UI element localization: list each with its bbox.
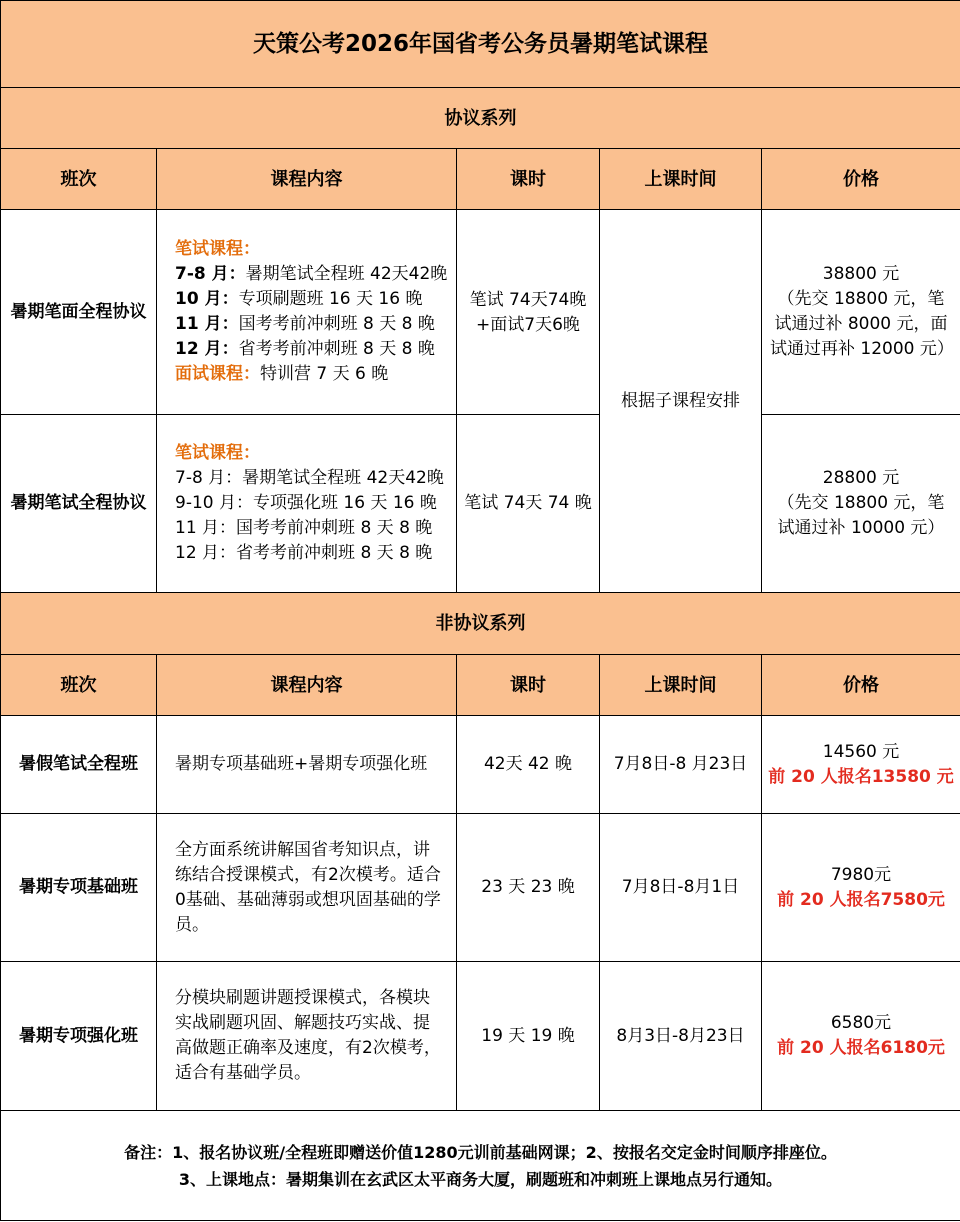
section-title-agreement: 协议系列 [1, 88, 960, 149]
table-row [1, 716, 960, 814]
header-time: 上课时间 [600, 149, 762, 210]
header-class: 班次 [1, 655, 157, 716]
notes [1, 1111, 960, 1221]
price: 7980元 [830, 864, 892, 885]
course-content: 暑期专项基础班+暑期专项强化班 [157, 716, 457, 814]
table-row [1, 814, 960, 962]
early-bird-price: 前 20 人报名7580元 [777, 889, 945, 910]
class-time: 根据子课程安排 [600, 210, 762, 593]
header-class: 班次 [1, 149, 157, 210]
course-line: 12 月：省考考前冲刺班 8 天 8 晚 [175, 339, 435, 359]
class-name: 暑假笔试全程班 [1, 716, 157, 814]
class-time: 7月8日-8 月23日 [600, 716, 762, 814]
price: 6580元 [830, 1013, 892, 1033]
course-content: 分模块刷题讲题授课模式，各模块实战刷题巩固、解题技巧实战、提高做题正确率及速度，有2次模考，适合有基础学员。 [157, 962, 457, 1111]
price-cell [762, 415, 960, 593]
class-name: 暑期笔面全程协议 [1, 210, 157, 415]
price-cell [762, 814, 960, 962]
early-bird-price: 前 20 人报名13580 元 [768, 766, 954, 787]
header-hours: 课时 [457, 655, 600, 716]
page-title: 天策公考2026年国省考公务员暑期笔试课程 [1, 1, 960, 88]
header-hours: 课时 [457, 149, 600, 210]
course-content [157, 210, 457, 415]
course-content [157, 415, 457, 593]
course-line: 9-10 月：专项强化班 16 天 16 晚 [175, 493, 437, 513]
price-note: （先交 18800 元，笔试通过补 10000 元） [777, 493, 945, 538]
price-note: （先交 18800 元，笔试通过补 8000 元，面试通过再补 12000 元） [770, 289, 954, 359]
course-line: 7-8 月：暑期笔试全程班 42天42晚 [175, 264, 448, 284]
table-row [1, 210, 960, 415]
course-line: 7-8 月：暑期笔试全程班 42天42晚 [175, 468, 444, 488]
course-hours: 42天 42 晚 [457, 716, 600, 814]
price: 14560 元 [822, 741, 900, 762]
early-bird-price: 前 20 人报名6180元 [777, 1038, 945, 1058]
class-name: 暑期笔试全程协议 [1, 415, 157, 593]
header-time: 上课时间 [600, 655, 762, 716]
price: 28800 元 [822, 468, 900, 488]
price-cell [762, 716, 960, 814]
course-content: 全方面系统讲解国省考知识点，讲练结合授课模式，有2次模考。适合0基础、基础薄弱或想巩固基础的学员。 [157, 814, 457, 962]
table-row [1, 415, 960, 593]
price: 38800 元 [822, 264, 900, 284]
course-hours: 笔试 74天 74 晚 [457, 415, 600, 593]
course-line: 12 月：省考考前冲刺班 8 天 8 晚 [175, 543, 433, 563]
course-line: 11 月：国考考前冲刺班 8 天 8 晚 [175, 314, 435, 334]
note-line-2: 3、上课地点：暑期集训在玄武区太平商务大厦，刷题班和冲刺班上课地点另行通知。 [178, 1169, 783, 1189]
class-time: 8月3日-8月23日 [600, 962, 762, 1111]
note-line-1: 备注：1、报名协议班/全程班即赠送价值1280元训前基础网课；2、按报名交定金时间顺序排座位。 [124, 1142, 837, 1162]
header-price: 价格 [762, 149, 960, 210]
section-title-non-agreement: 非协议系列 [1, 593, 960, 655]
table-row [1, 962, 960, 1111]
written-course-label: 笔试课程： [175, 443, 260, 463]
course-hours: 19 天 19 晚 [457, 962, 600, 1111]
course-line: 11 月：国考考前冲刺班 8 天 8 晚 [175, 518, 433, 538]
price-cell [762, 962, 960, 1111]
written-course-label: 笔试课程： [175, 239, 260, 259]
class-time: 7月8日-8月1日 [600, 814, 762, 962]
interview-course-line: 面试课程：特训营 7 天 6 晚 [175, 364, 389, 384]
course-hours: 笔试 74天74晚+面试7天6晚 [457, 210, 600, 415]
course-hours: 23 天 23 晚 [457, 814, 600, 962]
course-line: 10 月：专项刷题班 16 天 16 晚 [175, 289, 423, 309]
header-price: 价格 [762, 655, 960, 716]
class-name: 暑期专项基础班 [1, 814, 157, 962]
price-cell [762, 210, 960, 415]
class-name: 暑期专项强化班 [1, 962, 157, 1111]
header-content: 课程内容 [157, 655, 457, 716]
header-content: 课程内容 [157, 149, 457, 210]
